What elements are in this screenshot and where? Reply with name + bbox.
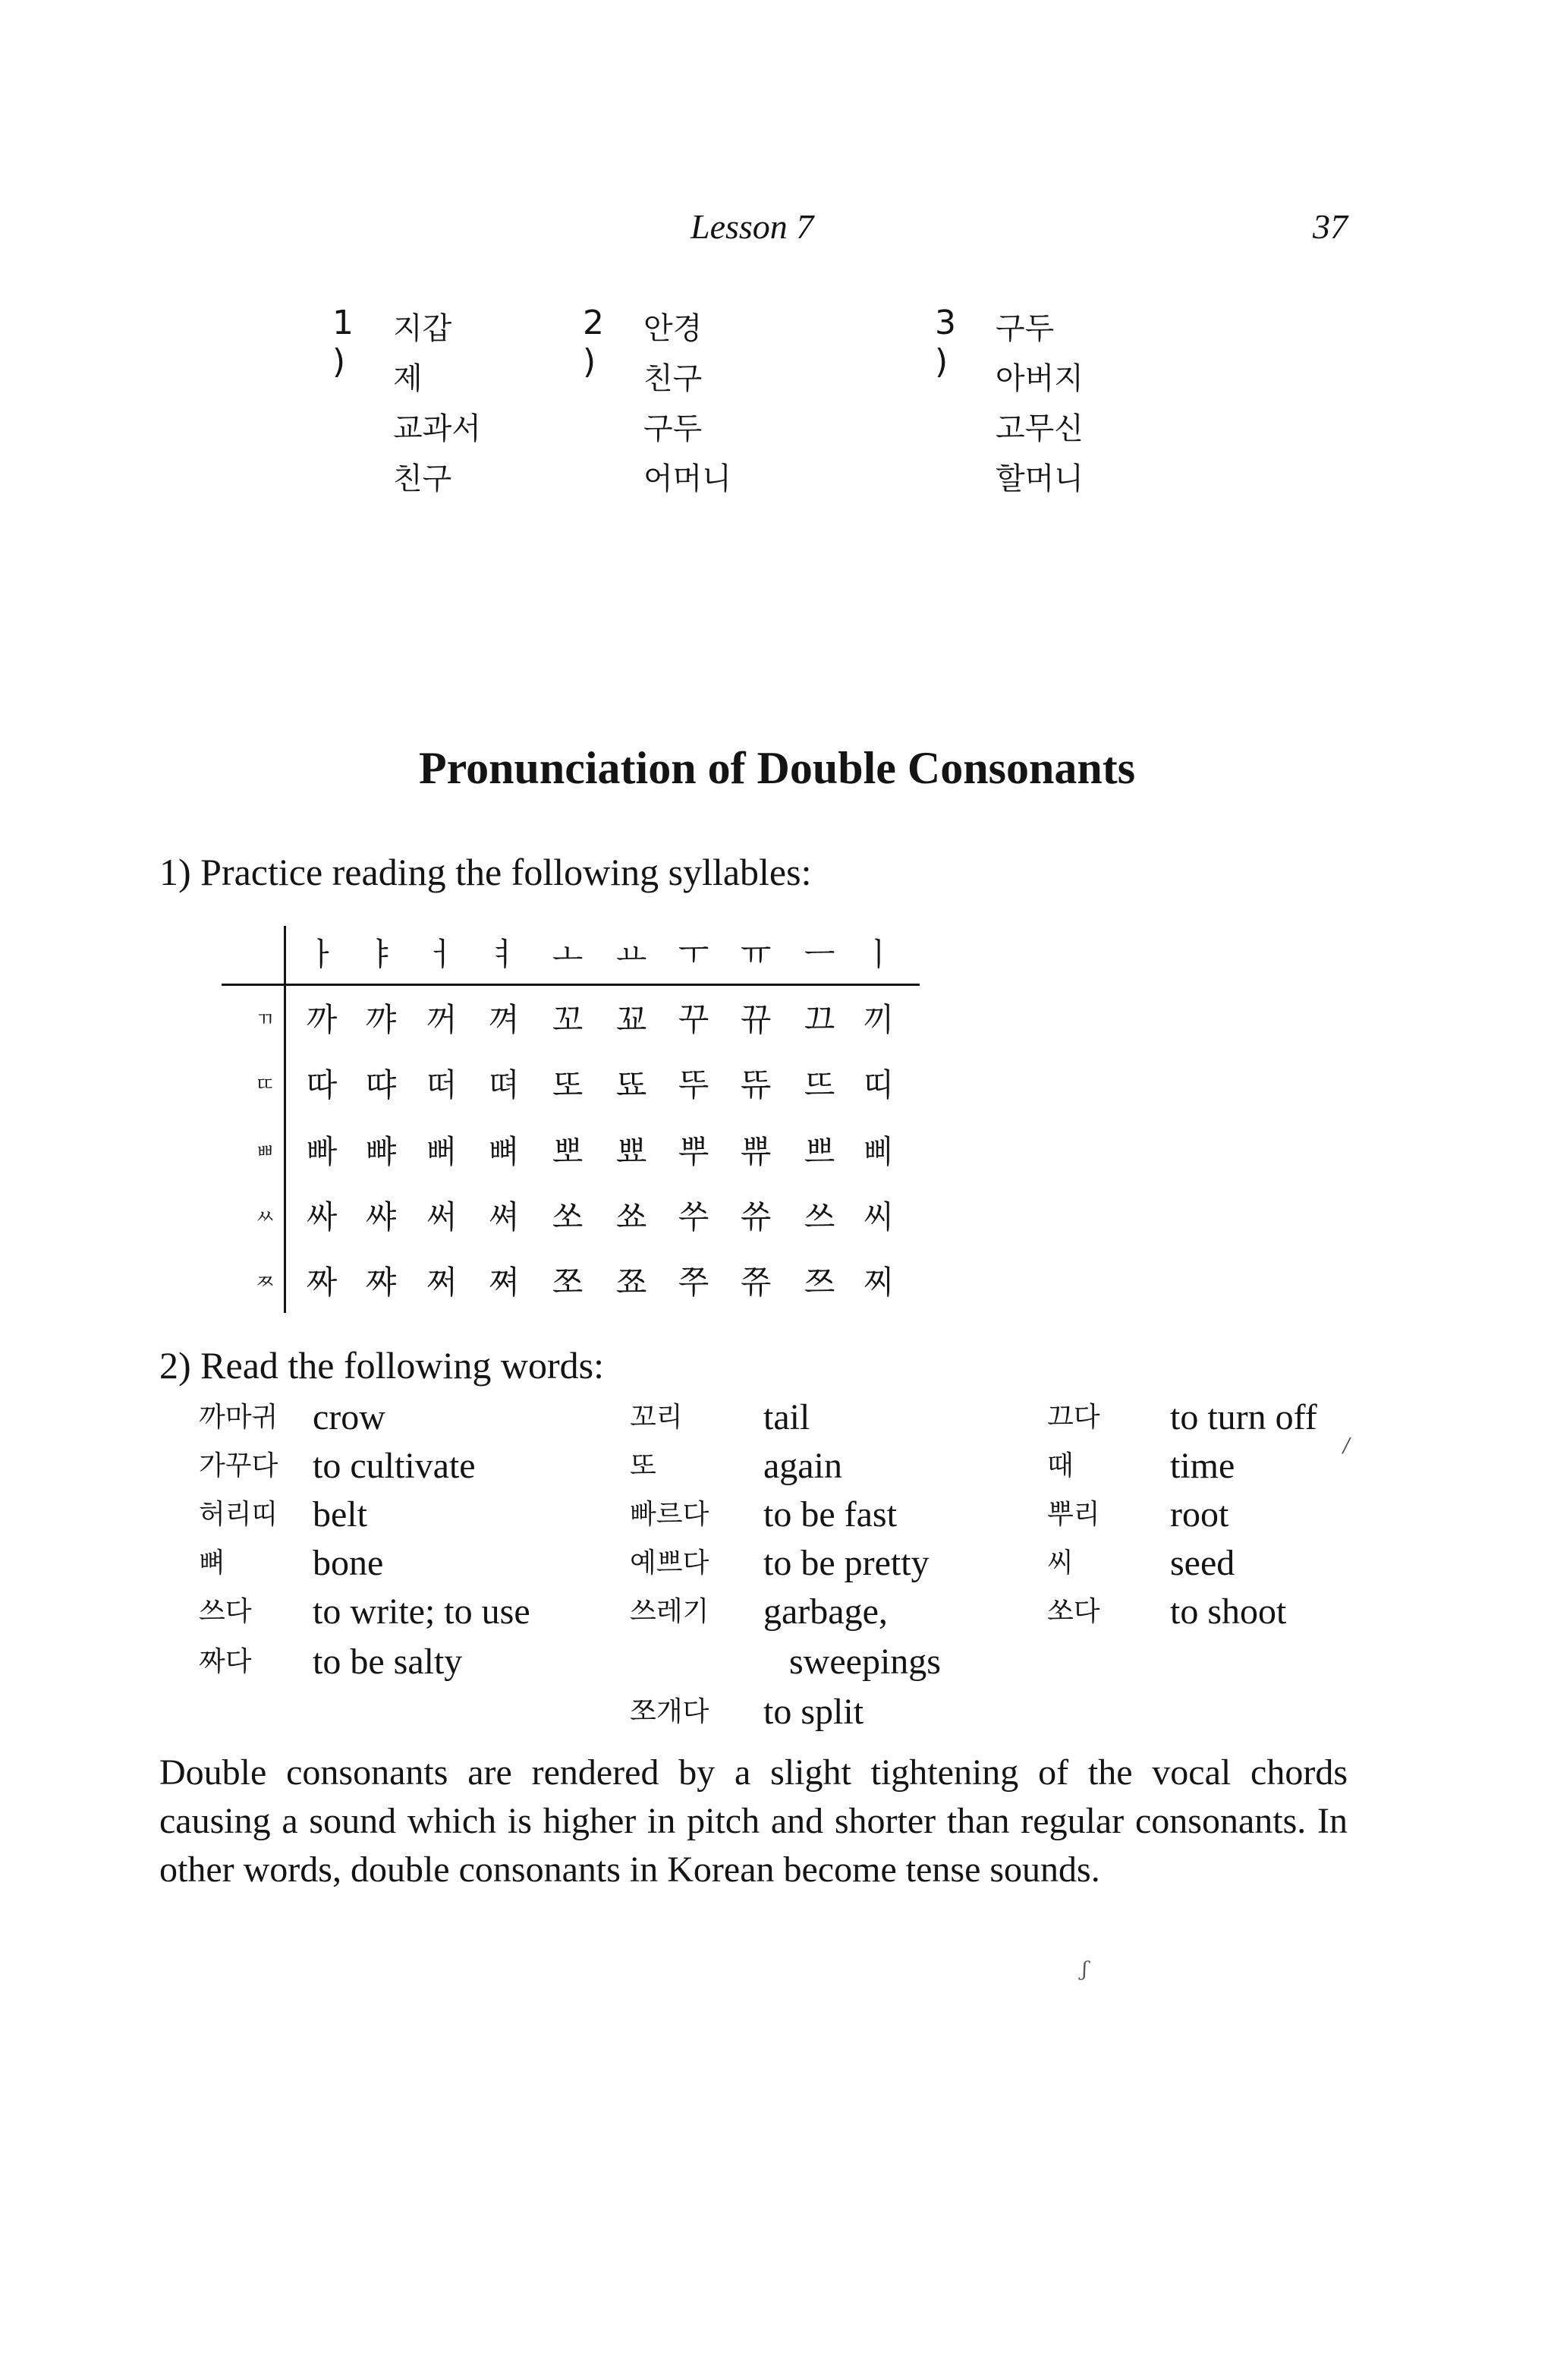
row-consonant: ㅃ [255, 1141, 275, 1163]
word-korean: 씨 [1047, 1547, 1074, 1579]
syllable: 싸 [306, 1198, 338, 1236]
syllable: 뽀 [552, 1133, 584, 1170]
syllable: 찌 [863, 1264, 895, 1301]
syllable: 꺄 [365, 1001, 397, 1038]
word-korean: 또 [630, 1450, 656, 1481]
syllable: 뜨 [804, 1066, 835, 1103]
word-korean: 꼬리 [630, 1402, 683, 1433]
word-korean: 빠르다 [630, 1499, 709, 1530]
syllable: 쩌 [426, 1264, 458, 1301]
word-english: to be pretty [763, 1543, 930, 1583]
syllable: 또 [552, 1066, 584, 1103]
vowel-header: ㅜ [678, 936, 709, 973]
syllable: 써 [426, 1198, 458, 1236]
drill-word: 구두 [643, 411, 703, 446]
vowel-header: ㅓ [426, 936, 458, 973]
syllable: 띠 [863, 1066, 895, 1103]
section-title: Pronunciation of Double Consonants [418, 743, 1136, 793]
word-english: to write; to use [313, 1591, 530, 1632]
word-english: time [1170, 1446, 1235, 1486]
word-korean: 쪼개다 [630, 1696, 709, 1727]
word-english: to turn off [1170, 1397, 1317, 1437]
word-korean: 때 [1047, 1450, 1074, 1481]
word-english-continued: sweepings [789, 1642, 941, 1682]
syllable: 껴 [488, 1001, 520, 1038]
drill-word: 제 [393, 361, 423, 396]
drill-word: 안경 [643, 311, 703, 346]
syllable: 쭈 [678, 1264, 709, 1301]
drill-number: 2 ) [583, 304, 604, 381]
vowel-header: ㅣ [863, 936, 895, 973]
syllable: 뀨 [740, 1001, 772, 1038]
syllable: 쑈 [615, 1198, 647, 1236]
row-consonant: ㅆ [255, 1206, 275, 1229]
word-english: to be salty [313, 1642, 463, 1682]
word-korean: 쏘다 [1047, 1596, 1100, 1627]
drill-word: 교과서 [393, 411, 481, 446]
row-consonant: ㄸ [255, 1074, 275, 1097]
word-korean: 가꾸다 [199, 1450, 278, 1481]
syllable: 쨔 [365, 1264, 397, 1301]
syllable: 쓔 [740, 1198, 772, 1236]
syllable: 뻐 [426, 1133, 458, 1170]
syllable: 끄 [804, 1001, 835, 1038]
word-english: to be fast [763, 1494, 897, 1535]
syllable: 땨 [365, 1066, 397, 1103]
word-english: to shoot [1170, 1591, 1287, 1632]
drill-number: 1 ) [332, 304, 354, 381]
syllable: 뾰 [615, 1133, 647, 1170]
word-english: tail [763, 1397, 810, 1437]
exercise-1-instruction: 1) Practice reading the following syllables: [159, 851, 812, 893]
syllable: 쮸 [740, 1264, 772, 1301]
vowel-header: ㅗ [552, 936, 584, 973]
syllable: 뗘 [488, 1066, 520, 1103]
syllable: 까 [306, 1001, 338, 1038]
word-korean: 예쁘다 [630, 1547, 709, 1579]
word-english: root [1170, 1494, 1229, 1535]
vowel-header: ㅛ [615, 936, 647, 973]
word-korean: 끄다 [1047, 1402, 1100, 1433]
syllable: 뚀 [615, 1066, 647, 1103]
word-english: to split [763, 1692, 864, 1732]
word-korean: 쓰레기 [630, 1596, 709, 1627]
syllable: 쬬 [615, 1264, 647, 1301]
drill-word: 지갑 [393, 311, 452, 346]
word-english: again [763, 1446, 842, 1486]
syllable: 쯔 [804, 1264, 835, 1301]
margin-mark: ʃ [1082, 1958, 1088, 1981]
exercise-2-instruction: 2) Read the following words: [159, 1344, 605, 1387]
word-korean: 허리띠 [199, 1499, 278, 1530]
syllable: 쏘 [552, 1198, 584, 1236]
row-consonant: ㅉ [255, 1271, 275, 1294]
drill-word: 고무신 [996, 411, 1084, 446]
running-head [0, 206, 1554, 252]
drill-word: 구두 [996, 311, 1055, 346]
syllable: 뼈 [488, 1133, 520, 1170]
drill-word: 어머니 [643, 461, 731, 496]
word-korean: 까마귀 [199, 1402, 278, 1433]
syllable: 뺘 [365, 1133, 397, 1170]
vowel-header: ㅏ [306, 936, 338, 973]
syllable: 따 [306, 1066, 338, 1103]
syllable: 떠 [426, 1066, 458, 1103]
syllable: 빠 [306, 1133, 338, 1170]
syllable: 쓰 [804, 1198, 835, 1236]
page-number: 37 [1313, 207, 1348, 246]
word-english: belt [313, 1494, 367, 1535]
lesson-title: Lesson 7 [690, 207, 814, 246]
vowel-header: ㅡ [804, 936, 835, 973]
word-korean: 쓰다 [199, 1596, 252, 1627]
explanation-paragraph: Double consonants are rendered by a slight tightening of the vocal chords causing a sound which is higher in pitch and shorter than regular consonants. In other words, double consonants in Korean become tense sounds. [159, 1752, 1348, 1890]
syllable: 끼 [863, 1001, 895, 1038]
word-english: crow [313, 1397, 385, 1437]
syllable: 쑤 [678, 1198, 709, 1236]
syllable: 삐 [863, 1133, 895, 1170]
word-korean: 뼈 [199, 1547, 225, 1579]
word-english: seed [1170, 1543, 1235, 1583]
syllable-grid [199, 926, 942, 1321]
drill-word: 할머니 [996, 461, 1084, 496]
syllable: 꾜 [615, 1001, 647, 1038]
word-korean: 짜다 [199, 1646, 252, 1677]
word-english: bone [313, 1543, 384, 1583]
vowel-header: ㅑ [365, 936, 397, 973]
syllable: 꾸 [678, 1001, 709, 1038]
row-consonant: ㄲ [255, 1009, 275, 1031]
word-korean: 뿌리 [1047, 1499, 1100, 1530]
vowel-header: ㅠ [740, 936, 772, 973]
syllable: 쪼 [552, 1264, 584, 1301]
margin-mark: / [1343, 1434, 1350, 1457]
syllable: 뜌 [740, 1066, 772, 1103]
word-english: garbage, [763, 1591, 888, 1632]
drill-word: 아버지 [996, 361, 1084, 396]
syllable: 쀼 [740, 1133, 772, 1170]
drill-word: 친구 [393, 461, 452, 496]
drill-number: 3 ) [935, 304, 956, 381]
syllable: 쎠 [488, 1198, 520, 1236]
syllable: 씨 [863, 1198, 895, 1236]
syllable: 짜 [306, 1264, 338, 1301]
syllable: 꼬 [552, 1001, 584, 1038]
syllable: 꺼 [426, 1001, 458, 1038]
drill-word: 친구 [643, 361, 703, 396]
syllable: 쪄 [488, 1264, 520, 1301]
syllable: 쁘 [804, 1133, 835, 1170]
vowel-header: ㅕ [488, 936, 520, 973]
syllable: 뚜 [678, 1066, 709, 1103]
syllable: 뿌 [678, 1133, 709, 1170]
word-english: to cultivate [313, 1446, 476, 1486]
grid-divider-horizontal [222, 984, 920, 986]
syllable: 쌰 [365, 1198, 397, 1236]
